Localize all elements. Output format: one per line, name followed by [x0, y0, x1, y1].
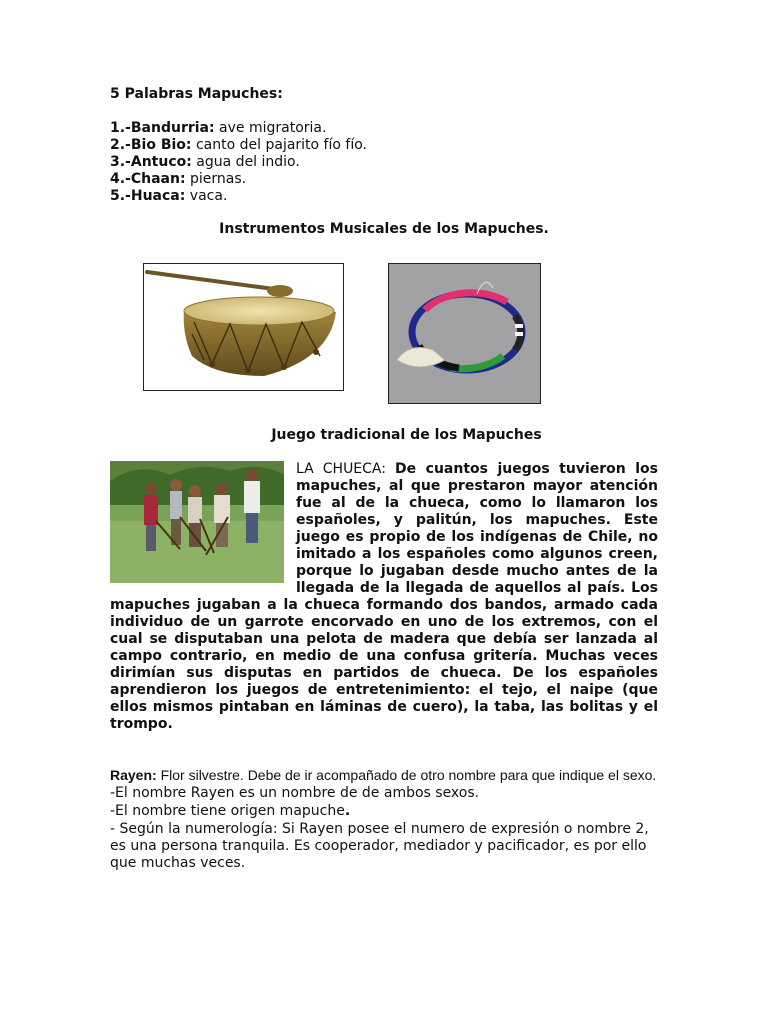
rayen-line-1: -El nombre Rayen es un nombre de de ambos sexos.	[110, 785, 480, 801]
word-term: 4.-Chaan:	[110, 171, 186, 187]
word-definition: piernas.	[185, 171, 247, 187]
rayen-section	[110, 767, 658, 872]
chueca-lead: LA CHUECA:	[296, 461, 396, 477]
list-item	[110, 171, 367, 188]
chueca-section	[110, 461, 658, 733]
rayen-line-2-end: .	[344, 803, 351, 819]
players-illustration	[110, 461, 284, 583]
chueca-players-photo	[110, 461, 284, 583]
list-item	[110, 137, 367, 154]
list-item	[110, 188, 367, 205]
instruments-heading: Instrumentos Musicales de los Mapuches.	[219, 221, 549, 237]
rayen-line-2-text: -El nombre tiene origen mapuche	[110, 803, 345, 819]
list-item	[110, 120, 367, 137]
game-heading: Juego tradicional de los Mapuches	[271, 427, 542, 443]
word-list	[110, 120, 367, 205]
word-term: 2.-Bio Bio:	[110, 137, 192, 153]
chueca-description: De cuantos juegos tuvieron los mapuches, al que prestaron mayor atención fue al de la chueca, como lo llamaron los españoles, y palitún, los mapuches. Este juego es propio de los indígenas de Chile, no imitado a los españoles como algunos creen, porque lo jugaban desde mucho antes de la llegada de la llegada de aquellos al país. Los mapuches jugaban a la chueca formando dos bandos, armado cada individuo de un garrote encorvado en uno de los extremos, con el cual se disputaban una pelota de madera que debía ser lanzada al campo contrario, en medio de una confusa gritería. Muchas veces dirimían sus disputas en partidos de chueca. De los españoles aprendieron los juegos de entretenimiento: el tejo, el naipe (que ellos mismos pintaban en láminas de cuero), la taba, las bolitas y el trompo.	[110, 461, 658, 732]
rayen-term: Rayen:	[110, 767, 157, 783]
word-definition: ave migratoria.	[214, 120, 327, 136]
trutruka-horn-image	[388, 263, 541, 404]
rayen-line-3: - Según la numerología: Si Rayen posee el numero de expresión o nombre 2, es una persona tranquila. Es cooperador, mediador y pacificador, es por ello que muchas veces.	[110, 821, 649, 871]
page-title: 5 Palabras Mapuches:	[110, 86, 283, 102]
word-definition: canto del pajarito fío fío.	[191, 137, 367, 153]
rayen-meaning: Flor silvestre. Debe de ir acompañado de otro nombre para que indique el sexo.	[156, 767, 657, 783]
kultrun-drum-image	[143, 263, 344, 391]
rayen-line-2	[110, 803, 658, 820]
word-term: 3.-Antuco:	[110, 154, 192, 170]
word-term: 5.-Huaca:	[110, 188, 186, 204]
word-term: 1.-Bandurria:	[110, 120, 215, 136]
horn-illustration	[389, 264, 540, 403]
drum-illustration	[144, 264, 343, 390]
word-definition: vaca.	[185, 188, 228, 204]
rayen-definition	[110, 767, 658, 784]
list-item	[110, 154, 367, 171]
word-definition: agua del indio.	[191, 154, 300, 170]
